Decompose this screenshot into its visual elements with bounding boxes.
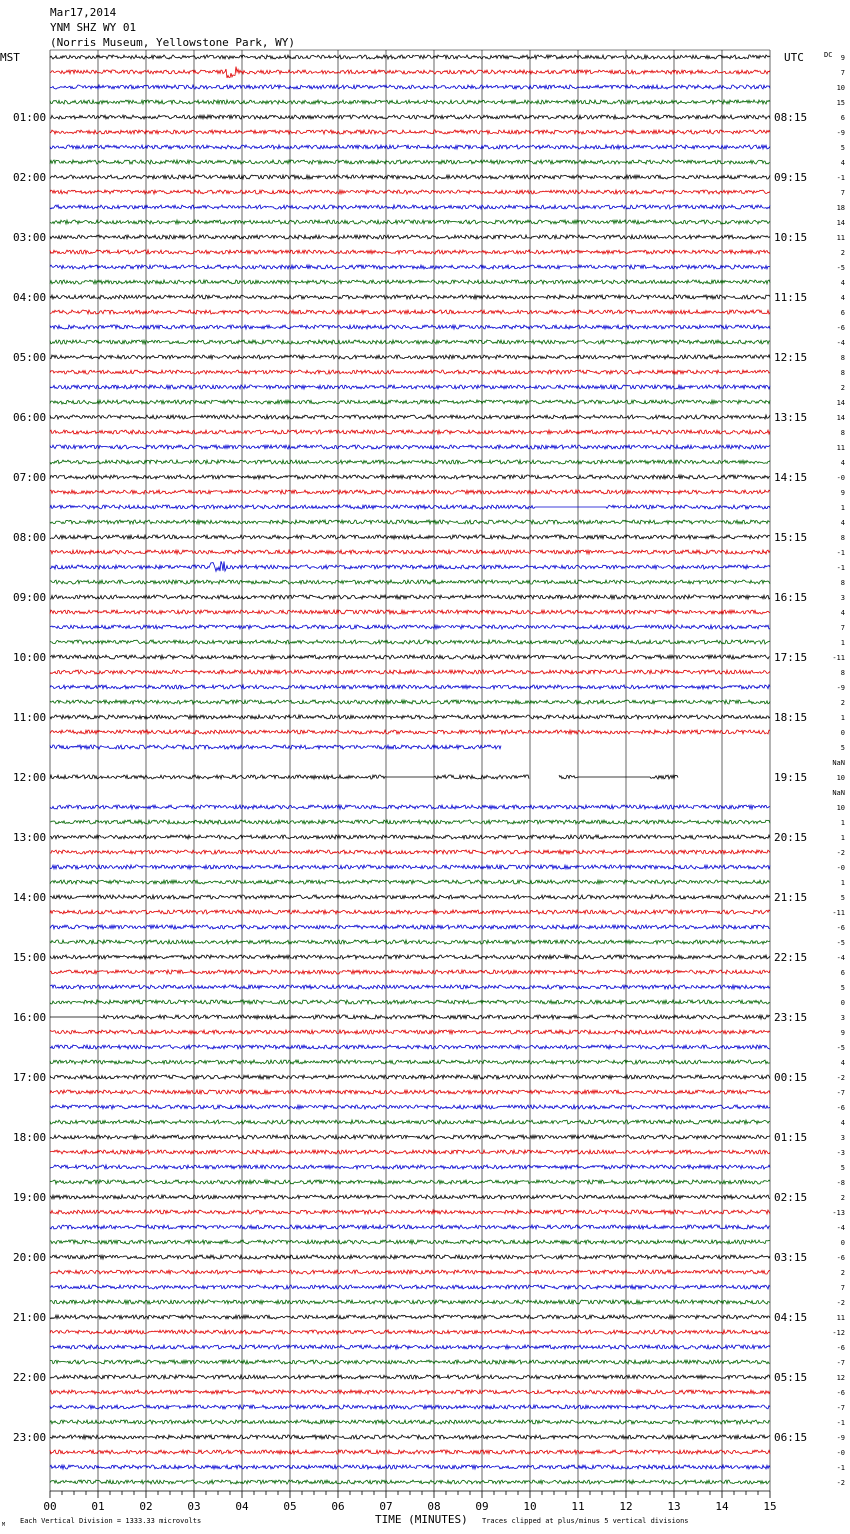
dc-offset-label: 18 [836, 204, 845, 212]
dc-offset-label: 5 [840, 894, 845, 902]
trace-89 [50, 1390, 770, 1394]
dc-offset-label: 14 [836, 414, 845, 422]
trace-64 [50, 1015, 770, 1019]
left-hour-label: 04:00 [13, 291, 47, 304]
trace-68 [50, 1075, 770, 1079]
dc-offset-label: -9 [836, 1434, 845, 1442]
left-hour-label: 12:00 [13, 771, 47, 784]
dc-offset-label: -6 [836, 1344, 845, 1352]
trace-63 [50, 1000, 770, 1004]
left-hour-label: 17:00 [13, 1071, 47, 1084]
x-tick-label: 01 [91, 1500, 105, 1513]
header-station: YNM SHZ WY 01 [50, 21, 137, 34]
dc-offset-label: -2 [836, 849, 845, 857]
trace-32 [50, 535, 770, 539]
dc-offset-label: -1 [836, 1464, 845, 1472]
dc-offset-label: 8 [840, 534, 845, 542]
dc-offset-label: -1 [836, 564, 845, 572]
left-hour-label: 07:00 [13, 471, 47, 484]
dc-offset-label: -9 [836, 684, 845, 692]
trace-38 [50, 625, 770, 629]
right-hour-label: 06:15 [774, 1431, 808, 1444]
x-tick-label: 10 [523, 1500, 537, 1513]
dc-offset-label: -5 [836, 939, 845, 947]
dc-offset-label: 4 [840, 279, 845, 287]
trace-85 [50, 1330, 770, 1334]
right-hour-label: 17:15 [774, 651, 808, 664]
trace-6 [50, 145, 770, 149]
trace-40 [50, 655, 770, 659]
dc-offset-label: 6 [840, 309, 845, 317]
dc-offset-label: -5 [836, 1044, 845, 1052]
dc-offset-label: -6 [836, 1389, 845, 1397]
right-hour-label: 12:15 [774, 351, 808, 364]
trace-45 [50, 730, 770, 734]
trace-95 [50, 1480, 770, 1484]
dc-offset-label: 8 [840, 354, 845, 362]
left-hour-label: 05:00 [13, 351, 47, 364]
trace-91 [50, 1420, 770, 1424]
left-hour-label: 08:00 [13, 531, 47, 544]
dc-offset-label: -2 [836, 1299, 845, 1307]
dc-offset-label: 9 [840, 54, 845, 62]
left-hour-label: 14:00 [13, 891, 47, 904]
dc-offset-label: -9 [836, 129, 845, 137]
trace-88 [50, 1375, 770, 1379]
trace-66 [50, 1045, 770, 1049]
trace-35 [50, 580, 770, 584]
dc-offset-label: -0 [836, 474, 845, 482]
trace-42 [50, 685, 770, 689]
right-hour-label: 18:15 [774, 711, 808, 724]
dc-offset-label: 6 [840, 114, 845, 122]
left-timezone-label: MST [0, 51, 20, 64]
dc-offset-label: 4 [840, 459, 845, 467]
dc-offset-label: 2 [840, 249, 845, 257]
left-hour-label: 20:00 [13, 1251, 47, 1264]
right-hour-label: 08:15 [774, 111, 808, 124]
trace-62 [50, 985, 770, 989]
dc-offset-label: 3 [840, 594, 845, 602]
trace-78 [50, 1225, 770, 1229]
trace-82 [50, 1285, 770, 1289]
right-hour-label: 21:15 [774, 891, 808, 904]
dc-offset-label: 4 [840, 294, 845, 302]
trace-20 [50, 355, 770, 359]
right-hour-label: 14:15 [774, 471, 808, 484]
trace-53 [50, 850, 770, 854]
left-hour-label: 22:00 [13, 1371, 47, 1384]
dc-offset-label: -6 [836, 1254, 845, 1262]
trace-75 [50, 1180, 770, 1184]
trace-28 [50, 475, 770, 479]
x-axis-title: TIME (MINUTES) [375, 1513, 468, 1526]
dc-offset-label: -1 [836, 174, 845, 182]
trace-92 [50, 1435, 770, 1439]
trace-21 [50, 370, 770, 374]
trace-43 [50, 700, 770, 704]
trace-48 [50, 775, 678, 779]
header-date: Mar17,2014 [50, 6, 117, 19]
trace-29 [50, 490, 770, 494]
trace-16 [50, 295, 770, 299]
right-hour-label: 13:15 [774, 411, 808, 424]
trace-77 [50, 1210, 770, 1214]
left-hour-label: 13:00 [13, 831, 47, 844]
trace-84 [50, 1315, 770, 1319]
left-hour-label: 03:00 [13, 231, 47, 244]
x-tick-label: 12 [619, 1500, 633, 1513]
trace-65 [50, 1030, 770, 1034]
trace-30 [50, 505, 770, 509]
dc-offset-label: 14 [836, 219, 845, 227]
dc-offset-label: -2 [836, 1479, 845, 1487]
trace-19 [50, 340, 770, 344]
trace-23 [50, 400, 770, 404]
trace-10 [50, 205, 770, 209]
dc-offset-label: NaN [832, 759, 845, 767]
dc-offset-label: 11 [836, 444, 845, 452]
trace-33 [50, 550, 770, 554]
dc-header-label: DC [824, 51, 833, 59]
trace-18 [50, 325, 770, 329]
right-hour-label: 19:15 [774, 771, 808, 784]
left-hour-label: 01:00 [13, 111, 47, 124]
right-hour-label: 09:15 [774, 171, 808, 184]
trace-87 [50, 1360, 770, 1364]
trace-9 [50, 190, 770, 194]
dc-offset-label: -1 [836, 549, 845, 557]
dc-offset-label: -11 [832, 654, 845, 662]
clip-note: Traces clipped at plus/minus 5 vertical divisions [482, 1517, 689, 1525]
dc-offset-label: -11 [832, 909, 845, 917]
left-hour-label: 09:00 [13, 591, 47, 604]
x-tick-label: 03 [187, 1500, 201, 1513]
dc-offset-label: 0 [840, 999, 845, 1007]
x-tick-label: 14 [715, 1500, 729, 1513]
trace-13 [50, 250, 770, 254]
x-tick-label: 05 [283, 1500, 297, 1513]
trace-57 [50, 910, 770, 914]
x-tick-label: 11 [571, 1500, 585, 1513]
trace-81 [50, 1270, 770, 1274]
dc-offset-label: -4 [836, 954, 845, 962]
trace-36 [50, 595, 770, 599]
dc-offset-label: 8 [840, 369, 845, 377]
dc-offset-label: 5 [840, 144, 845, 152]
dc-offset-label: 2 [840, 384, 845, 392]
dc-offset-label: 15 [836, 99, 845, 107]
dc-offset-label: -6 [836, 924, 845, 932]
x-tick-label: 09 [475, 1500, 489, 1513]
dc-offset-label: 1 [840, 819, 845, 827]
trace-83 [50, 1300, 770, 1304]
trace-3 [50, 100, 770, 104]
left-hour-label: 21:00 [13, 1311, 47, 1324]
trace-54 [50, 865, 770, 869]
dc-offset-labels [832, 54, 845, 1487]
dc-offset-label: 10 [836, 774, 845, 782]
right-hour-label: 03:15 [774, 1251, 808, 1264]
trace-group [50, 55, 770, 1484]
right-hour-label: 11:15 [774, 291, 808, 304]
left-hour-label: 18:00 [13, 1131, 47, 1144]
trace-50 [50, 805, 770, 809]
trace-94 [50, 1465, 770, 1469]
left-hour-label: 11:00 [13, 711, 47, 724]
dc-offset-label: 10 [836, 804, 845, 812]
dc-offset-label: -6 [836, 1104, 845, 1112]
dc-offset-label: -13 [832, 1209, 845, 1217]
dc-offset-label: 4 [840, 159, 845, 167]
trace-26 [50, 445, 770, 449]
dc-offset-label: 9 [840, 1029, 845, 1037]
dc-offset-label: -4 [836, 1224, 845, 1232]
left-hour-label: 23:00 [13, 1431, 47, 1444]
trace-72 [50, 1135, 770, 1139]
trace-4 [50, 115, 770, 119]
trace-15 [50, 280, 770, 284]
trace-17 [50, 310, 770, 314]
x-axis [43, 1491, 776, 1513]
trace-51 [50, 820, 770, 824]
trace-44 [50, 715, 770, 719]
trace-56 [50, 895, 770, 899]
trace-58 [50, 925, 770, 929]
dc-offset-label: -0 [836, 1449, 845, 1457]
dc-offset-label: 1 [840, 879, 845, 887]
dc-offset-label: 6 [840, 969, 845, 977]
dc-offset-label: 9 [840, 489, 845, 497]
trace-41 [50, 670, 770, 674]
trace-7 [50, 160, 770, 164]
left-hour-label: 10:00 [13, 651, 47, 664]
trace-90 [50, 1405, 770, 1409]
dc-offset-label: 7 [840, 1284, 845, 1292]
dc-offset-label: 2 [840, 1269, 845, 1277]
trace-79 [50, 1240, 770, 1244]
trace-27 [50, 460, 770, 464]
dc-offset-label: 5 [840, 1164, 845, 1172]
dc-offset-label: 8 [840, 579, 845, 587]
dc-offset-label: -7 [836, 1404, 845, 1412]
dc-offset-label: 12 [836, 1374, 845, 1382]
dc-offset-label: 4 [840, 519, 845, 527]
right-hour-label: 02:15 [774, 1191, 808, 1204]
dc-offset-label: -3 [836, 1149, 845, 1157]
right-hour-label: 15:15 [774, 531, 808, 544]
left-hour-label: 15:00 [13, 951, 47, 964]
trace-37 [50, 610, 770, 614]
right-hour-label: 00:15 [774, 1071, 808, 1084]
left-hour-labels [13, 111, 46, 1444]
trace-39 [50, 640, 770, 644]
x-tick-label: 13 [667, 1500, 681, 1513]
trace-11 [50, 220, 770, 224]
trace-69 [50, 1090, 770, 1094]
dc-offset-label: 1 [840, 639, 845, 647]
dc-offset-label: 4 [840, 1119, 845, 1127]
dc-offset-label: 11 [836, 234, 845, 242]
dc-offset-label: 1 [840, 834, 845, 842]
left-hour-label: 19:00 [13, 1191, 47, 1204]
trace-55 [50, 880, 770, 884]
trace-70 [50, 1105, 770, 1109]
dc-offset-label: 1 [840, 714, 845, 722]
dc-offset-label: 14 [836, 399, 845, 407]
right-hour-label: 16:15 [774, 591, 808, 604]
trace-71 [50, 1120, 770, 1124]
trace-8 [50, 175, 770, 179]
trace-25 [50, 430, 770, 434]
dc-offset-label: -2 [836, 1074, 845, 1082]
dc-offset-label: NaN [832, 789, 845, 797]
dc-offset-label: -0 [836, 864, 845, 872]
trace-24 [50, 415, 770, 419]
trace-86 [50, 1345, 770, 1349]
dc-offset-label: 4 [840, 609, 845, 617]
trace-0 [50, 55, 770, 59]
x-tick-label: 08 [427, 1500, 441, 1513]
trace-34 [50, 561, 770, 571]
trace-93 [50, 1450, 770, 1454]
dc-offset-label: 2 [840, 699, 845, 707]
dc-offset-label: 0 [840, 1239, 845, 1247]
trace-59 [50, 940, 770, 944]
x-tick-label: 02 [139, 1500, 153, 1513]
trace-67 [50, 1060, 770, 1064]
dc-offset-label: -5 [836, 264, 845, 272]
right-hour-label: 05:15 [774, 1371, 808, 1384]
left-hour-label: 02:00 [13, 171, 47, 184]
dc-offset-label: -7 [836, 1359, 845, 1367]
right-hour-label: 22:15 [774, 951, 808, 964]
dc-offset-label: 7 [840, 69, 845, 77]
trace-52 [50, 835, 770, 839]
dc-offset-label: -7 [836, 1089, 845, 1097]
dc-offset-label: -8 [836, 1179, 845, 1187]
trace-60 [50, 955, 770, 959]
x-tick-label: 00 [43, 1500, 57, 1513]
dc-offset-label: 1 [840, 504, 845, 512]
right-timezone-label: UTC [784, 51, 804, 64]
dc-offset-label: 7 [840, 624, 845, 632]
header-location: (Norris Museum, Yellowstone Park, WY) [50, 36, 296, 49]
trace-12 [50, 235, 770, 239]
trace-22 [50, 385, 770, 389]
dc-offset-label: 8 [840, 429, 845, 437]
trace-1 [50, 67, 770, 78]
dc-offset-label: 2 [840, 1194, 845, 1202]
x-tick-label: 06 [331, 1500, 345, 1513]
dc-offset-label: -6 [836, 324, 845, 332]
trace-46 [50, 745, 501, 749]
dc-offset-label: 0 [840, 729, 845, 737]
dc-offset-label: 5 [840, 984, 845, 992]
right-hour-label: 20:15 [774, 831, 808, 844]
dc-offset-label: 3 [840, 1134, 845, 1142]
x-tick-label: 04 [235, 1500, 249, 1513]
trace-74 [50, 1165, 770, 1169]
dc-offset-label: 10 [836, 84, 845, 92]
right-hour-label: 04:15 [774, 1311, 808, 1324]
x-tick-label: 15 [763, 1500, 777, 1513]
trace-61 [50, 970, 770, 974]
right-hour-labels [774, 111, 807, 1444]
trace-5 [50, 130, 770, 134]
right-hour-label: 10:15 [774, 231, 808, 244]
left-hour-label: 06:00 [13, 411, 47, 424]
trace-73 [50, 1150, 770, 1154]
right-hour-label: 23:15 [774, 1011, 808, 1024]
dc-offset-label: -12 [832, 1329, 845, 1337]
trace-76 [50, 1195, 770, 1199]
dc-offset-label: 11 [836, 1314, 845, 1322]
left-hour-label: 16:00 [13, 1011, 47, 1024]
dc-offset-label: -4 [836, 339, 845, 347]
dc-offset-label: 7 [840, 189, 845, 197]
dc-offset-label: 5 [840, 744, 845, 752]
trace-14 [50, 265, 770, 269]
trace-80 [50, 1255, 770, 1259]
dc-offset-label: 4 [840, 1059, 845, 1067]
corner-mark: M [2, 1522, 6, 1528]
dc-offset-label: 8 [840, 669, 845, 677]
dc-offset-label: -1 [836, 1419, 845, 1427]
scale-note: Each Vertical Division = 1333.33 microvolts [20, 1517, 202, 1525]
dc-offset-label: 3 [840, 1014, 845, 1022]
x-tick-label: 07 [379, 1500, 393, 1513]
trace-31 [50, 520, 770, 524]
trace-2 [50, 85, 770, 89]
right-hour-label: 01:15 [774, 1131, 808, 1144]
